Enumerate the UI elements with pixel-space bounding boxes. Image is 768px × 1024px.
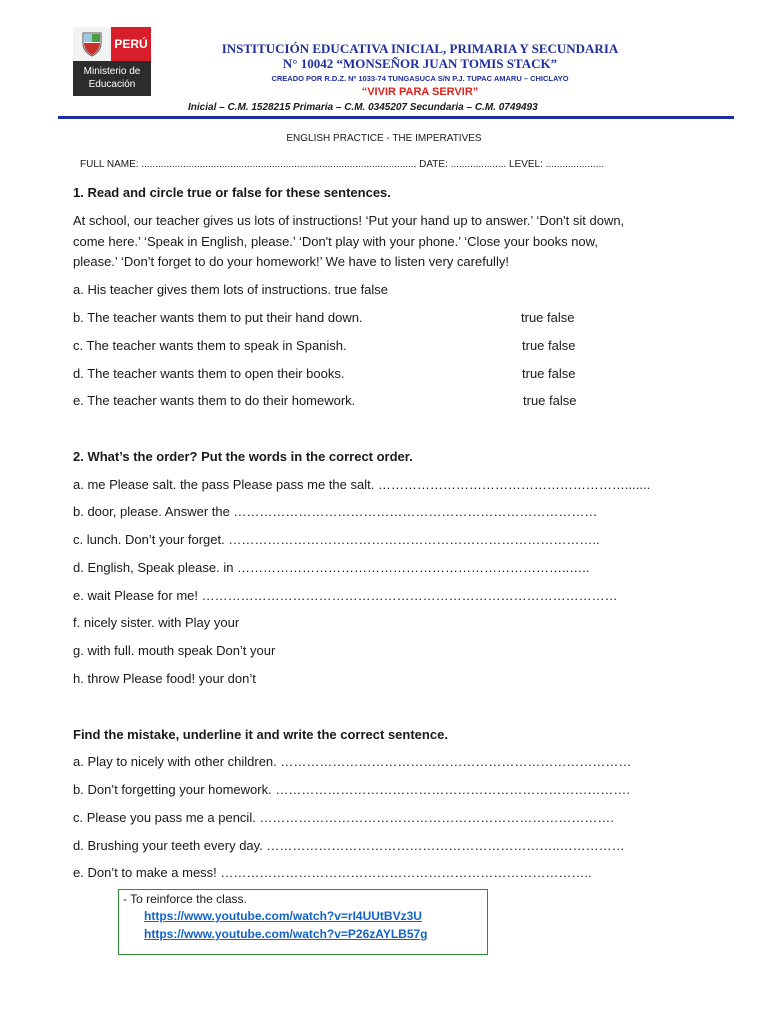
passage-line: come here.’ ‘Speak in English, please.’ ‘Don't play with your phone.’ ‘Close your books now, [73,234,598,249]
mistake-item: b. Don’t forgetting your homework. ………………………………………………………………………. [73,782,630,797]
true-false-item: a. His teacher gives them lots of instructions. true false [73,282,389,297]
logo-line-1: Ministerio de [83,66,141,77]
true-false-item: b. The teacher wants them to put their hand down. [73,310,363,325]
true-false-item: c. The teacher wants them to speak in Spanish. [73,338,347,353]
section-3-heading: Find the mistake, underline it and write the correct sentence. [73,727,448,742]
mistake-item: e. Don’t to make a mess! ………………………………………………………………………….. [73,865,592,880]
worksheet-title: ENGLISH PRACTICE - THE IMPERATIVES [286,133,482,144]
mistake-item: c. Please you pass me a pencil. ………………………………………………………………………. [73,810,615,825]
creation-resolution: CREADO POR R.D.Z. Nº 1033-74 TUNGASUCA S/N P.J. TUPAC AMARU – CHICLAYO [271,74,569,83]
youtube-link[interactable]: https://www.youtube.com/watch?v=rI4UUtBVz3U [144,909,422,923]
true-false-item: e. The teacher wants them to do their homework. [73,393,356,408]
reinforce-box [118,889,488,955]
youtube-link[interactable]: https://www.youtube.com/watch?v=P26zAYLB57g [144,927,428,941]
section-2-heading: 2. What’s the order? Put the words in the correct order. [73,449,413,464]
logo-line-2: Educación [88,79,136,90]
word-order-item: h. throw Please food! your don’t [73,671,256,686]
true-false-options: true false [522,366,576,381]
coat-of-arms-icon [73,27,111,61]
true-false-options: true false [522,338,576,353]
institution-number: N° 10042 “MONSEÑOR JUAN TOMIS STACK” [282,56,558,71]
mistake-item: d. Brushing your teeth every day. …………………………………………………………..…………… [73,838,625,853]
word-order-item: a. me Please salt. the pass Please pass me the salt. …………………………………………………....... [73,477,651,492]
true-false-item: d. The teacher wants them to open their books. [73,366,345,381]
word-order-item: c. lunch. Don’t your forget. ………………………………………………………………………….. [73,532,600,547]
ministry-logo [73,27,151,96]
logo-country: PERÚ [111,27,151,61]
word-order-item: g. with full. mouth speak Don’t your [73,643,276,658]
true-false-options: true false [521,310,575,325]
passage-line: At school, our teacher gives us lots of instructions! ‘Put your hand up to answer.’ ‘Don't sit down, [73,213,625,228]
school-motto: “VIVIR PARA SERVIR” [361,86,479,98]
modular-codes: Inicial – C.M. 1528215 Primaria – C.M. 0345207 Secundaria – C.M. 0749493 [188,102,538,113]
reinforce-label: - To reinforce the class. [123,892,247,906]
mistake-item: a. Play to nicely with other children. ……………………………………………………………………… [73,754,632,769]
header-divider [58,116,734,119]
word-order-item: f. nicely sister. with Play your [73,615,240,630]
passage-line: please.’ ‘Don’t forget to do your homework!’ We have to listen very carefully! [73,254,509,269]
word-order-item: d. English, Speak please. in …………………………………………………………………..….. [73,560,590,575]
student-info-line: FULL NAME: ................................................................................................... DATE: .................... LEVEL: ..................... [80,159,605,170]
true-false-options: true false [523,393,577,408]
word-order-item: b. door, please. Answer the ………………………………………………………………………… [73,504,598,519]
section-1-heading: 1. Read and circle true or false for these sentences. [73,185,391,200]
institution-name: INSTITUCIÓN EDUCATIVA INICIAL, PRIMARIA Y SECUNDARIA [221,41,619,56]
word-order-item: e. wait Please for me! …………………………………………………………………………………… [73,588,618,603]
